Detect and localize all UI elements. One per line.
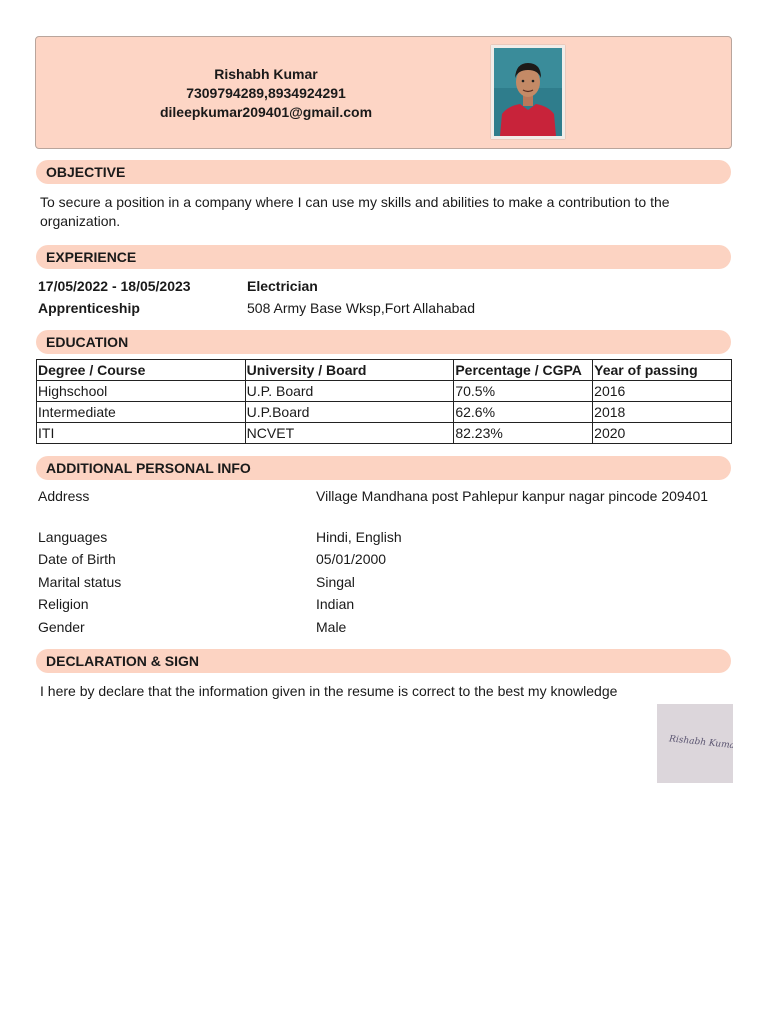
objective-text: To secure a position in a company where I can use my skills and abilities to make a contribution to the organization. [40, 194, 670, 229]
table-cell: 70.5% [454, 381, 593, 402]
table-cell: ITI [37, 423, 246, 444]
table-cell: 82.23% [454, 423, 593, 444]
signature-image [657, 704, 733, 783]
email-address: dileepkumar209401@gmail.com [159, 104, 373, 120]
dob-value: 05/01/2000 [316, 551, 387, 567]
signature-text: Rishabh Kumar [668, 734, 733, 752]
column-header: Percentage / CGPA [454, 360, 593, 381]
handwritten-signature-icon [657, 704, 733, 783]
gender-label: Gender [38, 619, 85, 635]
table-cell: U.P.Board [245, 402, 454, 423]
table-cell: NCVET [245, 423, 454, 444]
column-header: University / Board [245, 360, 454, 381]
experience-role: Electrician [247, 278, 318, 294]
experience-heading: EXPERIENCE [36, 245, 731, 269]
contact-info [141, 65, 391, 122]
table-header-row [37, 360, 732, 381]
table-row [37, 381, 732, 402]
languages-value: Hindi, English [316, 529, 402, 545]
gender-value: Male [316, 619, 347, 635]
table-cell: 2020 [593, 423, 732, 444]
objective-heading: OBJECTIVE [36, 160, 731, 184]
declaration-heading: DECLARATION & SIGN [36, 649, 731, 673]
table-cell: Intermediate [37, 402, 246, 423]
person-photo-icon [494, 48, 562, 136]
experience-dates: 17/05/2022 - 18/05/2023 [38, 278, 191, 294]
table-row [37, 402, 732, 423]
dob-label: Date of Birth [38, 551, 116, 567]
column-header: Year of passing [593, 360, 732, 381]
table-cell: U.P. Board [245, 381, 454, 402]
phone-numbers: 7309794289,8934924291 [186, 85, 346, 101]
marital-status-label: Marital status [38, 574, 122, 590]
education-table [36, 359, 732, 444]
candidate-name: Rishabh Kumar [214, 66, 318, 82]
profile-photo [491, 45, 565, 139]
address-value: Village Mandhana post Pahlepur kanpur nagar pincode 209401 [316, 488, 709, 504]
declaration-text: I here by declare that the information given in the resume is correct to the best my knowledge [40, 683, 618, 699]
table-row [37, 423, 732, 444]
table-cell: 62.6% [454, 402, 593, 423]
education-heading: EDUCATION [36, 330, 731, 354]
personal-info-heading: ADDITIONAL PERSONAL INFO [36, 456, 731, 480]
marital-status-value: Singal [316, 574, 355, 590]
column-header: Degree / Course [37, 360, 246, 381]
address-label: Address [38, 488, 90, 504]
experience-type: Apprenticeship [38, 300, 140, 316]
languages-label: Languages [38, 529, 108, 545]
experience-place: 508 Army Base Wksp,Fort Allahabad [247, 300, 475, 316]
religion-label: Religion [38, 596, 89, 612]
table-cell: Highschool [37, 381, 246, 402]
table-cell: 2016 [593, 381, 732, 402]
religion-value: Indian [316, 596, 355, 612]
resume-header [35, 36, 732, 149]
table-cell: 2018 [593, 402, 732, 423]
